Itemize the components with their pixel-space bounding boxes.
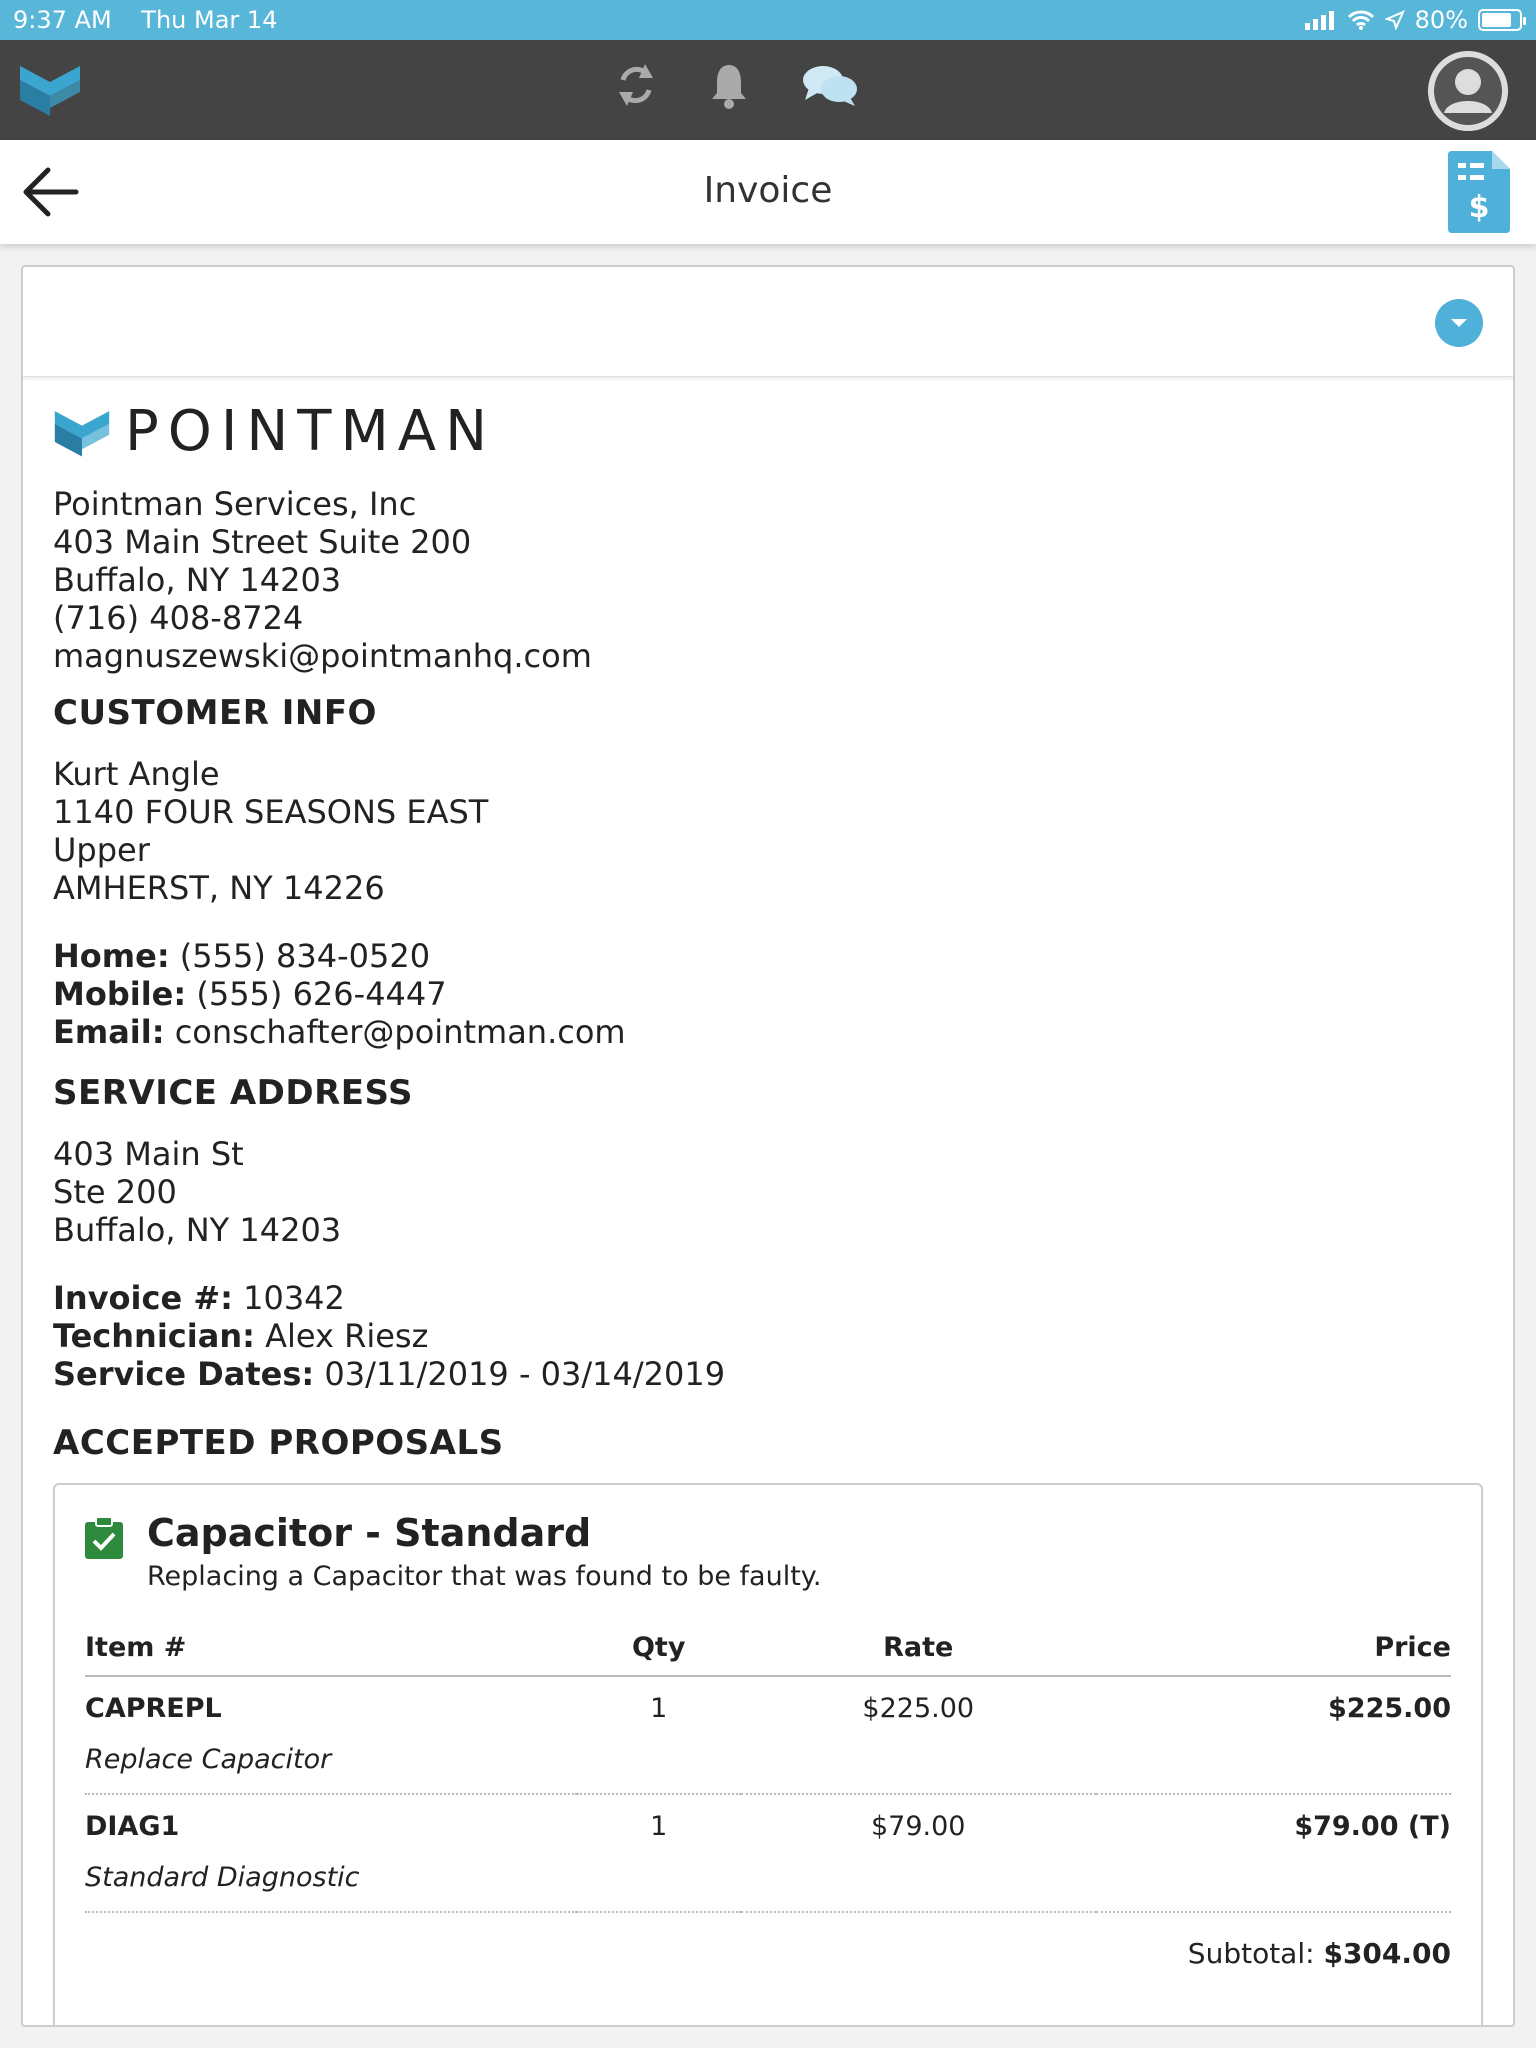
company-name: Pointman Services, Inc [53,485,417,523]
table-row [85,1676,1451,1728]
item-rate: $225.00 [862,1693,975,1724]
customer-email: Email: conschafter@pointman.com [53,1013,626,1051]
page-title: Invoice [703,170,833,211]
sync-icon[interactable] [615,60,657,110]
col-rate: Rate [741,1620,1096,1676]
service-address [53,1135,1483,1249]
pointman-brand-logo-icon [53,403,111,461]
title-bar [0,140,1536,244]
invoice-technician: Technician: Alex Riesz [53,1317,429,1355]
customer-home-phone: Home: (555) 834-0520 [53,937,431,975]
subtotal-label: Subtotal: [1187,1937,1315,1970]
user-avatar-icon[interactable] [1428,51,1508,131]
customer-address [53,755,1483,907]
customer-line2: Upper [53,831,150,869]
pointman-logo-icon[interactable] [18,58,82,124]
table-row [85,1794,1451,1846]
service-city: Buffalo, NY 14203 [53,1211,342,1249]
table-row-description [85,1728,1451,1794]
service-address-heading: SERVICE ADDRESS [53,1073,413,1113]
proposal-title: Capacitor - Standard [147,1511,592,1555]
svg-text:$: $ [1468,190,1490,225]
customer-info-heading: CUSTOMER INFO [53,693,377,733]
table-header-row [85,1620,1451,1676]
invoice-card [21,265,1515,2027]
item-description: Standard Diagnostic [85,1846,1451,1912]
proposal-items-table [85,1620,1451,1913]
company-phone: (716) 408-8724 [53,599,304,637]
invoice-number: Invoice #: 10342 [53,1279,345,1317]
status-date: Thu Mar 14 [141,6,278,34]
brand-name: POINTMAN [125,399,496,464]
chat-icon[interactable] [801,62,859,108]
customer-contact [53,937,1483,1051]
item-code: DIAG1 [85,1811,180,1842]
customer-name: Kurt Angle [53,755,220,793]
item-qty: 1 [650,1693,668,1724]
item-price: $79.00 (T) [1294,1811,1451,1842]
location-arrow-icon [1385,10,1405,30]
company-address1: 403 Main Street Suite 200 [53,523,472,561]
company-info [53,485,1483,675]
item-price: $225.00 [1328,1693,1451,1724]
proposal-card [53,1483,1483,2027]
item-qty: 1 [650,1811,668,1842]
service-line2: Ste 200 [53,1173,177,1211]
service-street: 403 Main St [53,1135,244,1173]
bell-icon[interactable] [709,61,749,109]
table-row-description [85,1846,1451,1912]
battery-percent: 80% [1414,6,1468,34]
caret-down-icon [1449,317,1469,329]
customer-street: 1140 FOUR SEASONS EAST [53,793,489,831]
signal-icon [1305,10,1337,30]
clipboard-check-icon [85,1517,123,1559]
item-code: CAPREPL [85,1693,222,1724]
item-rate: $79.00 [870,1811,966,1842]
col-price: Price [1096,1620,1451,1676]
expand-dropdown-button[interactable] [1435,299,1483,347]
status-bar [0,0,1536,40]
app-bar [0,40,1536,140]
customer-mobile-phone: Mobile: (555) 626-4447 [53,975,447,1013]
invoice-details [53,1279,1483,1393]
col-qty: Qty [577,1620,741,1676]
card-header [23,267,1513,377]
col-item: Item # [85,1620,577,1676]
subtotal [85,1937,1451,1970]
subtotal-value: $304.00 [1323,1937,1451,1970]
battery-level-fill [1482,13,1511,27]
accepted-proposals-heading: ACCEPTED PROPOSALS [53,1423,504,1463]
invoice-service-dates: Service Dates: 03/11/2019 - 03/14/2019 [53,1355,726,1393]
invoice-document-icon[interactable] [1448,151,1510,233]
company-brand [53,401,1483,463]
battery-icon [1478,9,1522,31]
proposal-description: Replacing a Capacitor that was found to be faulty. [147,1561,822,1592]
company-email: magnuszewski@pointmanhq.com [53,637,592,675]
customer-city: AMHERST, NY 14226 [53,869,385,907]
item-description: Replace Capacitor [85,1728,1451,1794]
wifi-icon [1347,9,1375,31]
status-time: 9:37 AM [13,6,112,34]
company-address2: Buffalo, NY 14203 [53,561,342,599]
